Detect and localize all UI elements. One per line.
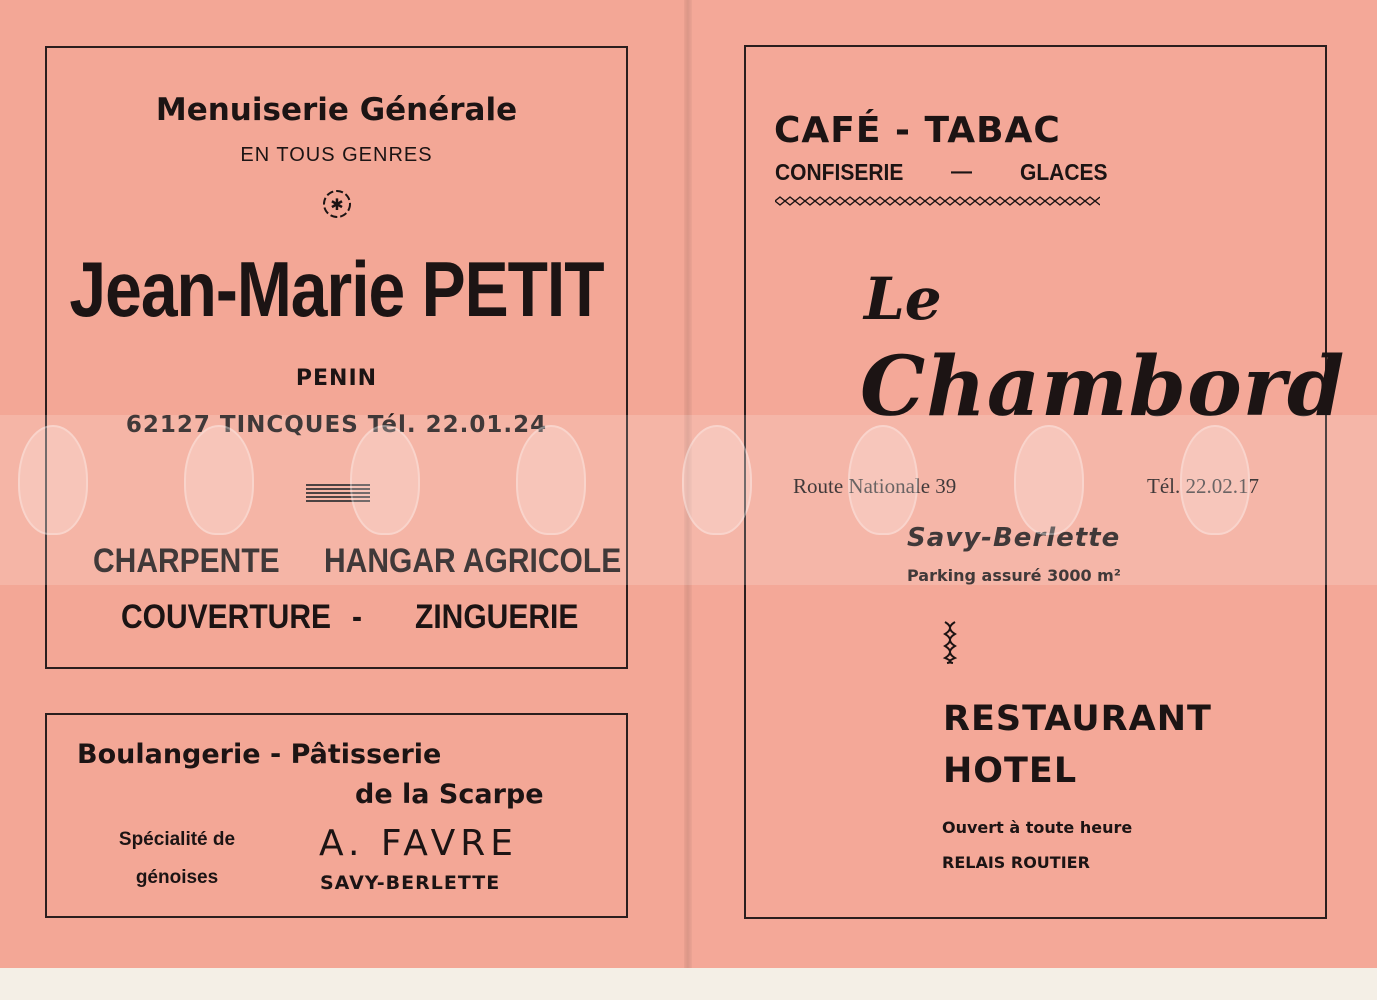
- service-zinguerie: ZINGUERIE: [415, 598, 579, 636]
- confiserie-dash: —: [951, 160, 972, 183]
- service-separator: -: [352, 598, 362, 636]
- restaurant-heading: RESTAURANT: [943, 699, 1212, 739]
- service-hangar-agricole: HANGAR AGRICOLE: [324, 542, 622, 580]
- boulangerie-title-1: Boulangerie - Pâtisserie: [77, 739, 442, 770]
- menuiserie-ad: [45, 46, 628, 669]
- baker-town: SAVY-BERLETTE: [320, 872, 501, 894]
- chambord-script: Chambord: [860, 339, 1346, 435]
- baker-name: A. FAVRE: [319, 823, 518, 864]
- service-couverture: COUVERTURE: [121, 598, 332, 636]
- address-phone: 62127 TINCQUES Tél. 22.01.24: [125, 412, 548, 438]
- menuiserie-subtitle: EN TOUS GENRES: [240, 144, 433, 166]
- parking-info: Parking assuré 3000 m²: [907, 566, 1121, 585]
- chambord-phone: Tél. 22.02.17: [1147, 474, 1259, 498]
- owner-name: Jean-Marie PETIT: [69, 245, 604, 333]
- boulangerie-ad: [45, 713, 628, 918]
- cafe-tabac-heading: CAFÉ - TABAC: [774, 110, 1061, 151]
- stripe-ornament: [306, 484, 370, 504]
- service-charpente: CHARPENTE: [93, 542, 280, 580]
- village-name: PENIN: [295, 366, 378, 391]
- specialty-line-2: génoises: [135, 867, 219, 888]
- swirl-ornament: [941, 620, 959, 664]
- glaces-label: GLACES: [1020, 160, 1108, 186]
- specialty-line-1: Spécialité de: [118, 829, 236, 850]
- zigzag-ornament: [775, 193, 1100, 203]
- hotel-heading: HOTEL: [943, 751, 1078, 791]
- relais-routier: RELAIS ROUTIER: [942, 853, 1090, 872]
- flower-ornament-icon: [320, 187, 354, 221]
- menuiserie-title: Menuiserie Générale: [155, 92, 518, 128]
- route-address: Route Nationale 39: [793, 474, 957, 498]
- opening-hours: Ouvert à toute heure: [942, 818, 1133, 837]
- chambord-town: Savy-Berlette: [907, 523, 1121, 553]
- confiserie-label: CONFISERIE: [775, 160, 904, 186]
- boulangerie-title-2: de la Scarpe: [355, 779, 544, 810]
- chambord-ad: [744, 45, 1346, 919]
- svg-text:✱: ✱: [330, 195, 344, 214]
- le-script: Le: [864, 265, 942, 333]
- page-gutter: [684, 0, 692, 968]
